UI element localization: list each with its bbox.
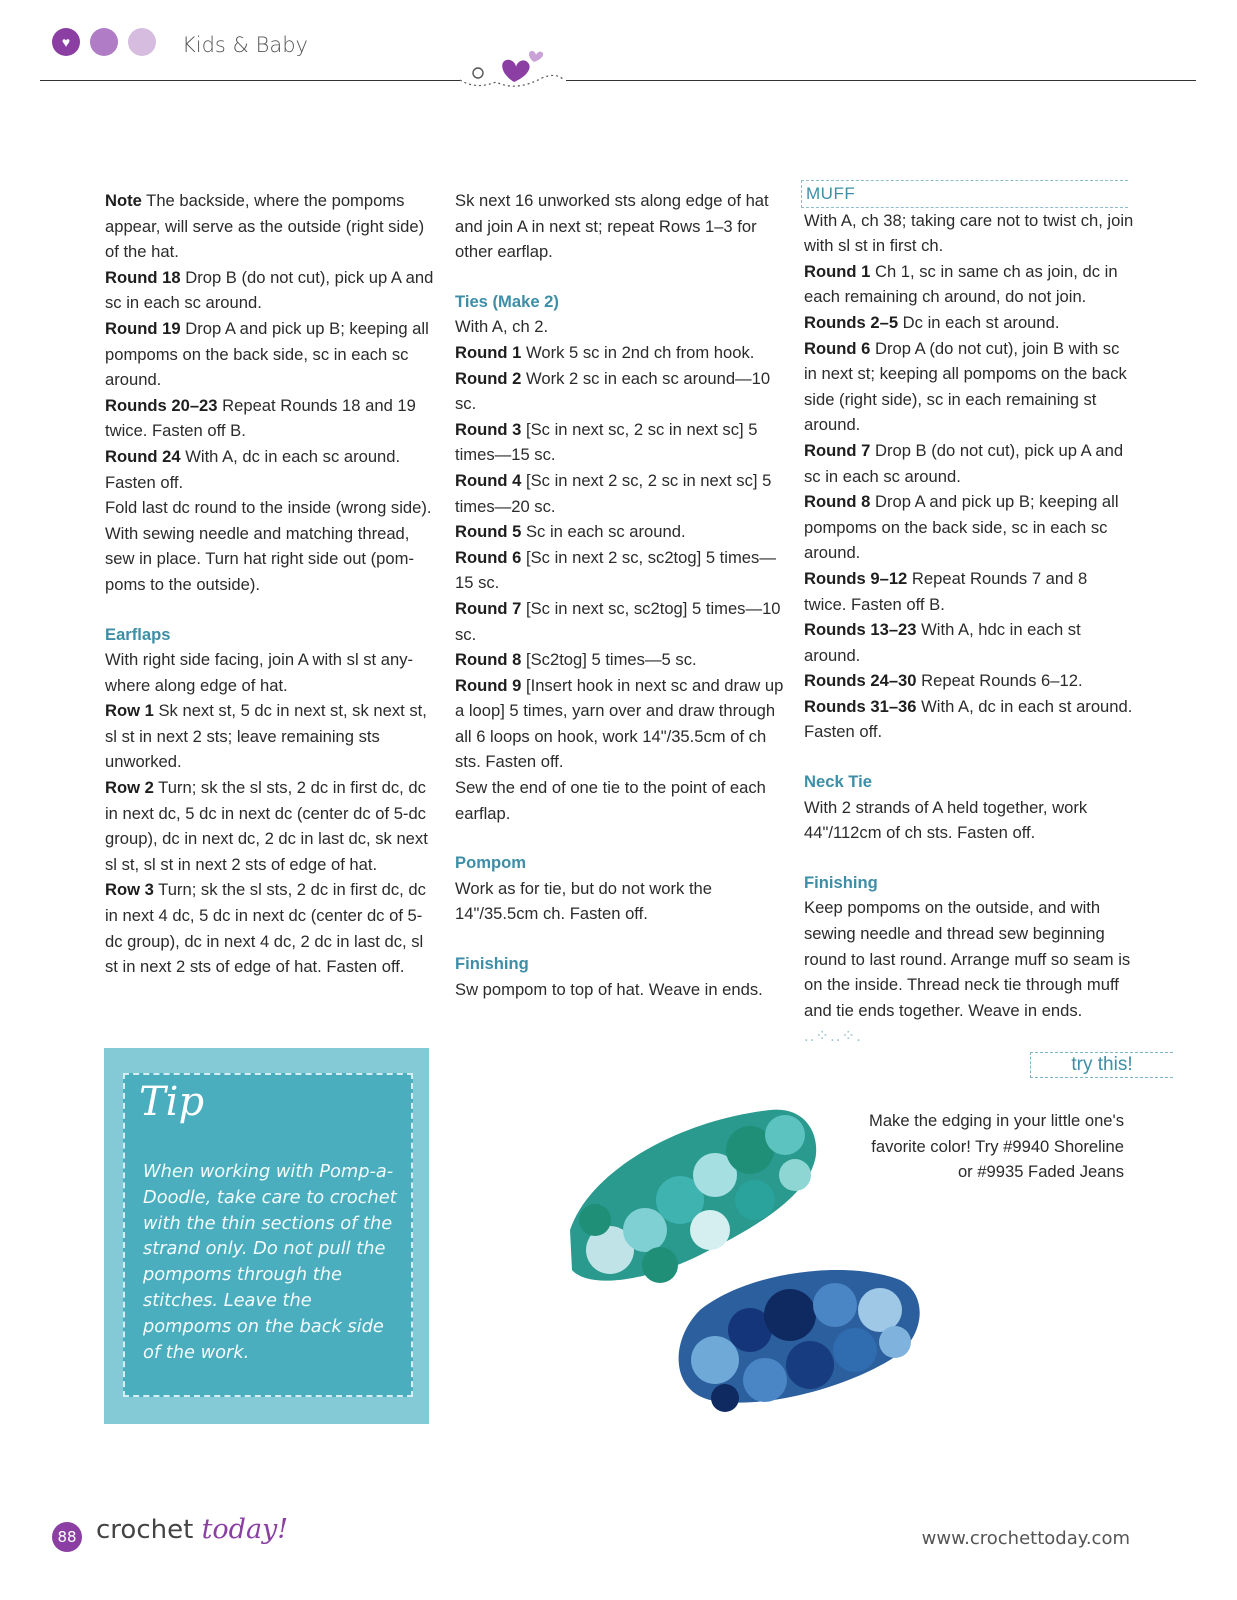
muff-rounds-9-12: Rounds 9–12 Repeat Rounds 7 and 8 twice. Fasten off B.: [804, 568, 1088, 614]
column-2: [455, 188, 785, 1002]
tie-round-6: Round 6 [Sc in next 2 sc, sc2tog] 5 times—15 sc.: [455, 547, 776, 593]
row-2: Row 2 Turn; sk the sl sts, 2 dc in first dc, dc in next dc, 5 dc in next dc (center dc of 5-dc group), dc in next dc, 2 dc in last dc, sk next sl st, sl st in next 2 sts of edge of hat.: [105, 778, 428, 874]
round-19: Round 19 Drop A and pick up B; keeping all pompoms on the back side, sc in each sc around.: [105, 318, 429, 390]
tip-text: When working with Pomp-a-Doodle, take care to crochet with the thin sections of the strand only. Do not pull the pompoms through the stitches. Leave the pompoms on the back side of the work.: [143, 1161, 397, 1363]
row-3: Row 3 Turn; sk the sl sts, 2 dc in first dc, dc in next 4 dc, 5 dc in next dc (center dc of 5-dc group), dc in next 4 dc, 2 dc in last dc, sl st in next 2 sts of edge of hat. Fasten off.: [105, 880, 426, 977]
round-18: Round 18 Drop B (do not cut), pick up A and sc in each sc around.: [105, 267, 434, 313]
logo-script: today!: [201, 1514, 289, 1545]
tie-round-8: Round 8 [Sc2tog] 5 times—5 sc.: [455, 650, 697, 670]
muff-round-6: Round 6 Drop A (do not cut), join B with sc in next st; keeping all pompoms on the back side (right side), sc in each remaining st around.: [804, 338, 1127, 435]
section-title: Kids & Baby: [182, 33, 308, 57]
tie-round-4: Round 4 [Sc in next 2 sc, 2 sc in next sc] 5 times—20 sc.: [455, 470, 772, 516]
blue-muff-image: [679, 1270, 920, 1412]
ties-intro: With A, ch 2.: [455, 317, 549, 337]
tie-round-2: Round 2 Work 2 sc in each sc around—10 sc.: [455, 368, 771, 414]
tie-round-7: Round 7 [Sc in next sc, sc2tog] 5 times—10 sc.: [455, 598, 781, 644]
muff-round-7: Round 7 Drop B (do not cut), pick up A and sc in each sc around.: [804, 440, 1124, 486]
row-1: Row 1 Sk next st, 5 dc in next st, sk next st, sl st in next 2 sts; leave remaining sts unworked.: [105, 701, 427, 772]
header-divider: [566, 80, 1196, 81]
website-url[interactable]: www.crochettoday.com: [921, 1528, 1130, 1549]
neck-tie-text: With 2 strands of A held together, work 44"/112cm of ch sts. Fasten off.: [804, 797, 1088, 843]
sew-tie-text: Sew the end of one tie to the point of each earflap.: [455, 778, 766, 823]
earflaps-heading: Earflaps: [105, 624, 171, 644]
tip-panel: [123, 1073, 413, 1397]
magazine-logo: [96, 1514, 288, 1545]
muff-round-8: Round 8 Drop A and pick up B; keeping all pompoms on the back side, sc in each sc around.: [804, 492, 1119, 563]
muff-rounds-31-36: Rounds 31–36 With A, dc in each st around. Fasten off.: [804, 696, 1133, 742]
neck-tie-heading: Neck Tie: [804, 772, 872, 792]
tie-round-9: Round 9 [Insert hook in next sc and draw up a loop] 5 times, yarn over and draw through all 6 loops on hook, work 14"/35.5cm of ch sts. Fasten off.: [455, 675, 784, 772]
muff-rounds-24-30: Rounds 24–30 Repeat Rounds 6–12.: [804, 671, 1083, 691]
muff-finishing-heading: Finishing: [804, 872, 878, 892]
teal-muff-image: [570, 1110, 816, 1283]
dot-icon: [90, 28, 118, 56]
fold-instructions: Fold last dc round to the inside (wrong side). With sewing needle and matching thread, sew in place. Turn hat right side out (pom-poms to the outside).: [105, 498, 432, 594]
page-number: 88: [52, 1522, 82, 1552]
muff-heading-row: [804, 180, 1134, 208]
finishing-text: Sw pompom to top of hat. Weave in ends.: [455, 979, 763, 999]
pompom-text: Work as for tie, but do not work the 14"/35.5cm ch. Fasten off.: [455, 878, 713, 924]
try-this-label: try this!: [1030, 1052, 1173, 1078]
tip-box: [104, 1048, 429, 1424]
column-3: [804, 184, 1134, 1049]
tip-title: Tip: [139, 1079, 205, 1125]
tie-round-3: Round 3 [Sc in next sc, 2 sc in next sc] 5 times—15 sc.: [455, 419, 758, 465]
tie-round-1: Round 1 Work 5 sc in 2nd ch from hook.: [455, 342, 755, 362]
dot-icon: [128, 28, 156, 56]
try-this-text: Make the edging in your little one's favorite color! Try #9940 Shoreline or #9935 Faded Jeans: [869, 1111, 1124, 1182]
muff-finishing-text: Keep pompoms on the outside, and with sewing needle and thread sew beginning round to last round. Arrange muff so seam is on the inside. Thread neck tie through muff and tie ends together. Weave in ends. ..⁘..⁘.: [804, 898, 1131, 1046]
pompom-heading: Pompom: [455, 853, 526, 873]
rounds-20-23: Rounds 20–23 Repeat Rounds 18 and 19 twice. Fasten off B.: [105, 395, 416, 441]
header-dots: [52, 28, 156, 56]
muff-heading: MUFF: [801, 180, 1128, 208]
heart-dot-icon: ♥: [52, 28, 80, 56]
muff-intro: With A, ch 38; taking care not to twist ch, join with sl st in first ch.: [804, 210, 1134, 256]
header-divider: [40, 80, 460, 81]
round-24: Round 24 With A, dc in each sc around. Fasten off.: [105, 446, 401, 492]
finishing-heading: Finishing: [455, 954, 529, 974]
hearts-icon: [456, 46, 568, 102]
end-ornament: ..⁘..⁘.: [804, 1026, 862, 1046]
skip-instructions: Sk next 16 unworked sts along edge of hat and join A in next st; repeat Rows 1–3 for other earflap.: [455, 191, 769, 262]
column-1: [105, 188, 435, 980]
logo-word: crochet: [96, 1515, 202, 1545]
ties-heading: Ties (Make 2): [455, 291, 559, 311]
earflaps-intro: With right side facing, join A with sl st any-where along edge of hat.: [105, 650, 414, 695]
muff-round-1: Round 1 Ch 1, sc in same ch as join, dc in each remaining ch around, do not join.: [804, 261, 1118, 307]
note-paragraph: Note The backside, where the pompoms appear, will serve as the outside (right side) of the hat.: [105, 191, 425, 262]
muff-rounds-13-23: Rounds 13–23 With A, hdc in each st around.: [804, 620, 1081, 665]
pompom-muffs-photo: [550, 1080, 940, 1430]
tie-round-5: Round 5 Sc in each sc around.: [455, 522, 686, 542]
muff-rounds-2-5: Rounds 2–5 Dc in each st around.: [804, 312, 1060, 332]
